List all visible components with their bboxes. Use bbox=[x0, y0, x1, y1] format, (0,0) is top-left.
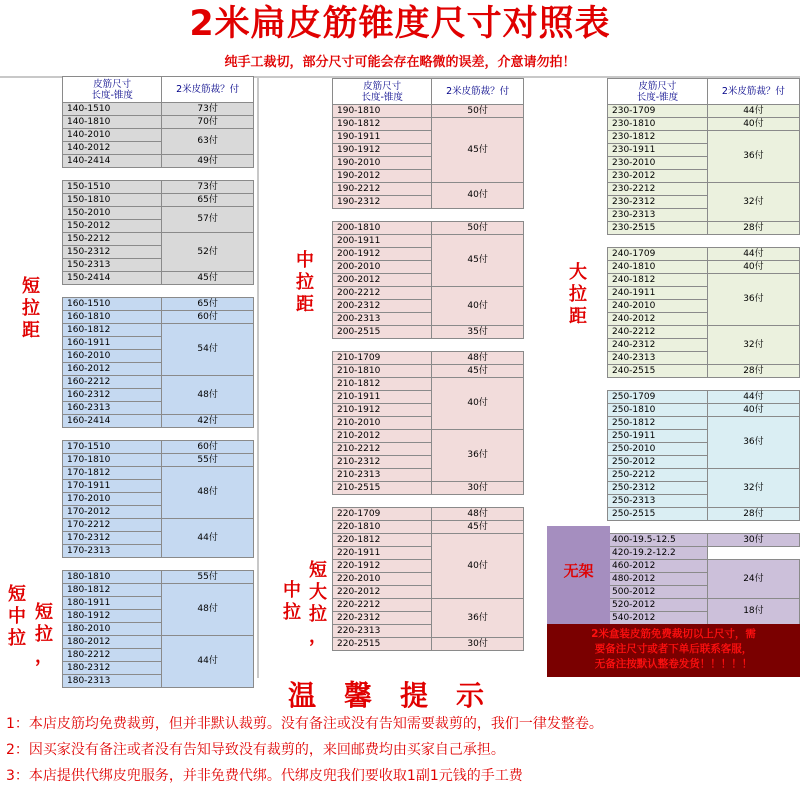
count-cell: 65付 bbox=[162, 298, 254, 311]
size-cell: 160-1911 bbox=[63, 337, 162, 350]
table-row bbox=[63, 233, 254, 246]
size-cell: 170-1510 bbox=[63, 441, 162, 454]
count-cell: 60付 bbox=[162, 441, 254, 454]
table-row bbox=[63, 207, 254, 220]
size-cell: 180-2010 bbox=[63, 623, 162, 636]
table-row bbox=[608, 365, 800, 378]
header-count: 2米皮筋裁？付 bbox=[162, 77, 254, 103]
label-short-mid: 短 中 拉 bbox=[8, 584, 26, 649]
table-row bbox=[333, 430, 524, 443]
gap-cell bbox=[608, 235, 800, 248]
count-cell: 45付 bbox=[432, 365, 524, 378]
size-cell: 210-1810 bbox=[333, 365, 432, 378]
count-cell: 40付 bbox=[707, 404, 799, 417]
size-cell: 210-2312 bbox=[333, 456, 432, 469]
count-cell: 45付 bbox=[432, 118, 524, 183]
count-cell: 30付 bbox=[707, 534, 799, 547]
table-row bbox=[608, 183, 800, 196]
size-cell: 250-2313 bbox=[608, 495, 708, 508]
size-cell: 160-2012 bbox=[63, 363, 162, 376]
count-cell: 35付 bbox=[432, 326, 524, 339]
size-cell: 140-2012 bbox=[63, 142, 162, 155]
page-title: 2米扁皮筋锥度尺寸对照表 bbox=[189, 4, 611, 44]
table-header-row bbox=[608, 79, 800, 105]
table-row bbox=[608, 222, 800, 235]
table-row bbox=[608, 274, 800, 287]
size-cell: 240-1709 bbox=[608, 248, 708, 261]
header-count: 2米皮筋裁？付 bbox=[432, 79, 524, 105]
table-row bbox=[63, 584, 254, 597]
size-cell: 210-2515 bbox=[333, 482, 432, 495]
label-mid-pull: 中 拉 bbox=[283, 580, 301, 623]
tip-line-3: 3：本店提供代绑皮兜服务，并非免费代绑。代绑皮兜我们要收取1副1元钱的手工费 bbox=[6, 768, 523, 784]
header-size bbox=[63, 77, 162, 103]
table-row bbox=[333, 287, 524, 300]
count-cell: 55付 bbox=[162, 454, 254, 467]
size-cell: 180-2212 bbox=[63, 649, 162, 662]
count-cell: 32付 bbox=[707, 183, 799, 222]
size-cell: 170-1812 bbox=[63, 467, 162, 480]
count-cell: 65付 bbox=[162, 194, 254, 207]
table-row bbox=[333, 521, 524, 534]
group-gap bbox=[63, 428, 254, 441]
size-cell: 160-2414 bbox=[63, 415, 162, 428]
header-size-line: 长度-锥度 bbox=[361, 91, 403, 103]
table-row bbox=[63, 181, 254, 194]
group-gap bbox=[333, 339, 524, 352]
count-cell: 42付 bbox=[162, 415, 254, 428]
size-cell: 140-2010 bbox=[63, 129, 162, 142]
table-row bbox=[333, 352, 524, 365]
size-cell: 150-2414 bbox=[63, 272, 162, 285]
table-row bbox=[333, 534, 524, 547]
count-cell: 44付 bbox=[707, 248, 799, 261]
size-cell: 160-2313 bbox=[63, 402, 162, 415]
count-cell: 44付 bbox=[162, 519, 254, 558]
size-cell: 220-1810 bbox=[333, 521, 432, 534]
count-cell: 36付 bbox=[432, 430, 524, 482]
table-row bbox=[333, 365, 524, 378]
table-row bbox=[63, 298, 254, 311]
group-gap bbox=[608, 521, 800, 534]
size-cell: 420-19.2-12.2 bbox=[608, 547, 708, 560]
size-cell: 240-2313 bbox=[608, 352, 708, 365]
header-count: 2米皮筋裁？付 bbox=[707, 79, 799, 105]
label-short-big: 短 大 拉 ， bbox=[309, 560, 327, 647]
table-header-row bbox=[333, 79, 524, 105]
size-cell: 230-2010 bbox=[608, 157, 708, 170]
size-cell: 230-2312 bbox=[608, 196, 708, 209]
size-cell: 170-2212 bbox=[63, 519, 162, 532]
table-row bbox=[608, 417, 800, 430]
size-cell: 230-1810 bbox=[608, 118, 708, 131]
count-cell: 40付 bbox=[432, 534, 524, 599]
size-cell: 220-1912 bbox=[333, 560, 432, 573]
size-cell: 150-2012 bbox=[63, 220, 162, 233]
table-row bbox=[333, 235, 524, 248]
size-cell: 140-1510 bbox=[63, 103, 162, 116]
table-row bbox=[608, 599, 800, 612]
count-cell: 49付 bbox=[162, 155, 254, 168]
count-cell: 63付 bbox=[162, 129, 254, 155]
size-cell: 240-2312 bbox=[608, 339, 708, 352]
table-row bbox=[608, 534, 800, 547]
table-row bbox=[608, 547, 800, 560]
size-cell: 240-2012 bbox=[608, 313, 708, 326]
gap-cell bbox=[608, 521, 800, 534]
table-row bbox=[333, 222, 524, 235]
group-gap bbox=[333, 209, 524, 222]
size-cell: 250-1812 bbox=[608, 417, 708, 430]
table-row bbox=[63, 415, 254, 428]
header-size-line: 皮筋尺寸 bbox=[638, 80, 677, 92]
size-cell: 170-1911 bbox=[63, 480, 162, 493]
header-size-line: 长度-锥度 bbox=[91, 89, 133, 101]
label-noframe: 无架 bbox=[563, 562, 594, 580]
size-cell: 200-2010 bbox=[333, 261, 432, 274]
cut-notice-line: 2米盒装皮筋免费裁切以上尺寸，需 bbox=[591, 628, 756, 640]
table-row bbox=[63, 636, 254, 649]
cut-notice-box bbox=[547, 624, 800, 677]
size-cell: 220-2012 bbox=[333, 586, 432, 599]
count-cell: 48付 bbox=[432, 352, 524, 365]
size-cell: 250-1709 bbox=[608, 391, 708, 404]
size-cell: 180-1812 bbox=[63, 584, 162, 597]
count-cell: 73付 bbox=[162, 103, 254, 116]
table-row bbox=[63, 116, 254, 129]
size-cell: 210-2212 bbox=[333, 443, 432, 456]
header-size bbox=[333, 79, 432, 105]
size-cell: 220-2212 bbox=[333, 599, 432, 612]
size-cell: 250-1911 bbox=[608, 430, 708, 443]
size-table-short bbox=[62, 76, 254, 688]
size-cell: 540-2012 bbox=[608, 612, 708, 625]
count-cell: 70付 bbox=[162, 116, 254, 129]
cut-notice-line: 无备注按默认整卷发货！！！！！ bbox=[594, 658, 753, 670]
size-cell: 140-2414 bbox=[63, 155, 162, 168]
table-row bbox=[608, 469, 800, 482]
count-cell: 40付 bbox=[432, 183, 524, 209]
size-cell: 250-2312 bbox=[608, 482, 708, 495]
size-cell: 150-1510 bbox=[63, 181, 162, 194]
count-cell: 30付 bbox=[432, 482, 524, 495]
count-cell: 32付 bbox=[707, 326, 799, 365]
size-cell: 190-2212 bbox=[333, 183, 432, 196]
size-cell: 210-2010 bbox=[333, 417, 432, 430]
size-cell: 160-1810 bbox=[63, 311, 162, 324]
tips-title: 温馨提示 bbox=[287, 679, 512, 712]
count-cell: 45付 bbox=[162, 272, 254, 285]
gap-cell bbox=[63, 428, 254, 441]
table-row bbox=[63, 155, 254, 168]
size-cell: 230-1709 bbox=[608, 105, 708, 118]
size-cell: 200-2212 bbox=[333, 287, 432, 300]
size-cell: 230-2313 bbox=[608, 209, 708, 222]
table-row bbox=[63, 311, 254, 324]
size-cell: 190-2312 bbox=[333, 196, 432, 209]
table-row bbox=[63, 467, 254, 480]
table-row bbox=[608, 261, 800, 274]
gap-cell bbox=[63, 558, 254, 571]
size-cell: 220-2010 bbox=[333, 573, 432, 586]
table-row bbox=[608, 404, 800, 417]
tip-line-1: 1：本店皮筋均免费裁剪，但并非默认裁剪。没有备注或没有告知需要裁剪的，我们一律发整卷。 bbox=[6, 716, 603, 732]
count-cell: 50付 bbox=[432, 222, 524, 235]
header-size bbox=[608, 79, 708, 105]
size-cell: 190-2012 bbox=[333, 170, 432, 183]
size-cell: 170-2312 bbox=[63, 532, 162, 545]
size-cell: 170-1810 bbox=[63, 454, 162, 467]
table-row bbox=[333, 638, 524, 651]
gap-cell bbox=[63, 285, 254, 298]
gap-cell bbox=[333, 339, 524, 352]
size-cell: 190-2010 bbox=[333, 157, 432, 170]
count-cell: 36付 bbox=[707, 131, 799, 183]
size-cell: 150-2312 bbox=[63, 246, 162, 259]
size-cell: 200-1810 bbox=[333, 222, 432, 235]
size-cell: 200-2312 bbox=[333, 300, 432, 313]
header-size-line: 皮筋尺寸 bbox=[363, 80, 402, 92]
table-row bbox=[63, 103, 254, 116]
size-cell: 250-2010 bbox=[608, 443, 708, 456]
size-cell: 400-19.5-12.5 bbox=[608, 534, 708, 547]
table-row bbox=[63, 571, 254, 584]
count-cell: 30付 bbox=[432, 638, 524, 651]
size-cell: 220-2515 bbox=[333, 638, 432, 651]
count-cell: 52付 bbox=[162, 233, 254, 272]
size-cell: 230-2212 bbox=[608, 183, 708, 196]
table-row bbox=[63, 272, 254, 285]
count-cell: 45付 bbox=[432, 521, 524, 534]
count-cell: 40付 bbox=[432, 378, 524, 430]
size-cell: 220-2312 bbox=[333, 612, 432, 625]
size-cell: 240-2515 bbox=[608, 365, 708, 378]
subtitle-notice: 纯手工裁切，部分尺寸可能会存在略微的误差，介意请勿拍！ bbox=[224, 55, 576, 70]
count-cell: 48付 bbox=[162, 584, 254, 636]
label-mid-distance: 中 拉 距 bbox=[296, 250, 314, 315]
size-cell: 190-1812 bbox=[333, 118, 432, 131]
table-row bbox=[333, 508, 524, 521]
group-gap bbox=[608, 235, 800, 248]
size-cell: 170-2313 bbox=[63, 545, 162, 558]
count-cell: 48付 bbox=[432, 508, 524, 521]
size-cell: 220-1911 bbox=[333, 547, 432, 560]
size-cell: 230-2012 bbox=[608, 170, 708, 183]
size-cell: 250-1810 bbox=[608, 404, 708, 417]
size-cell: 180-2012 bbox=[63, 636, 162, 649]
table-row bbox=[333, 599, 524, 612]
table-row bbox=[608, 105, 800, 118]
size-cell: 160-1510 bbox=[63, 298, 162, 311]
table-row bbox=[608, 326, 800, 339]
size-table-big bbox=[607, 78, 800, 625]
size-cell: 150-1810 bbox=[63, 194, 162, 207]
count-cell: 45付 bbox=[432, 235, 524, 287]
table-row bbox=[333, 326, 524, 339]
count-cell: 36付 bbox=[707, 274, 799, 326]
header-size-line: 皮筋尺寸 bbox=[93, 78, 132, 90]
count-cell: 28付 bbox=[707, 508, 799, 521]
gap-cell bbox=[333, 495, 524, 508]
table-row bbox=[608, 560, 800, 573]
table-row bbox=[63, 519, 254, 532]
table-row bbox=[63, 194, 254, 207]
size-cell: 160-2312 bbox=[63, 389, 162, 402]
size-cell: 240-2212 bbox=[608, 326, 708, 339]
count-cell: 28付 bbox=[707, 365, 799, 378]
label-short-distance: 短 拉 距 bbox=[22, 276, 40, 341]
table-row bbox=[608, 391, 800, 404]
group-gap bbox=[63, 558, 254, 571]
size-cell: 190-1912 bbox=[333, 144, 432, 157]
table-row bbox=[608, 508, 800, 521]
count-cell: 36付 bbox=[432, 599, 524, 638]
size-cell: 180-2313 bbox=[63, 675, 162, 688]
label-short-short: 短 拉 ， bbox=[35, 602, 53, 667]
size-cell: 210-1709 bbox=[333, 352, 432, 365]
size-cell: 150-2212 bbox=[63, 233, 162, 246]
size-cell: 200-1912 bbox=[333, 248, 432, 261]
size-cell: 160-1812 bbox=[63, 324, 162, 337]
size-cell: 180-1912 bbox=[63, 610, 162, 623]
label-big-distance: 大 拉 距 bbox=[569, 262, 587, 327]
table-row bbox=[63, 129, 254, 142]
table-row bbox=[333, 105, 524, 118]
table-row bbox=[333, 118, 524, 131]
size-cell: 200-1911 bbox=[333, 235, 432, 248]
size-cell: 240-1911 bbox=[608, 287, 708, 300]
gap-cell bbox=[608, 378, 800, 391]
size-cell: 150-2010 bbox=[63, 207, 162, 220]
column-divider-left bbox=[257, 78, 259, 678]
size-cell: 240-1810 bbox=[608, 261, 708, 274]
size-cell: 190-1810 bbox=[333, 105, 432, 118]
table-row bbox=[63, 376, 254, 389]
size-cell: 200-2515 bbox=[333, 326, 432, 339]
gap-cell bbox=[63, 168, 254, 181]
table-row bbox=[63, 324, 254, 337]
size-cell: 210-1812 bbox=[333, 378, 432, 391]
count-cell: 18付 bbox=[707, 599, 799, 625]
count-cell: 54付 bbox=[162, 324, 254, 376]
size-cell: 220-1812 bbox=[333, 534, 432, 547]
size-cell: 250-2212 bbox=[608, 469, 708, 482]
size-cell: 200-2313 bbox=[333, 313, 432, 326]
count-cell: 73付 bbox=[162, 181, 254, 194]
size-cell: 230-1812 bbox=[608, 131, 708, 144]
count-cell: 44付 bbox=[707, 391, 799, 404]
count-cell: 40付 bbox=[432, 287, 524, 326]
header-size-line: 长度-锥度 bbox=[636, 91, 679, 103]
size-cell: 220-1709 bbox=[333, 508, 432, 521]
size-cell: 520-2012 bbox=[608, 599, 708, 612]
size-cell: 230-2515 bbox=[608, 222, 708, 235]
size-cell: 140-1810 bbox=[63, 116, 162, 129]
table-row bbox=[608, 118, 800, 131]
group-gap bbox=[608, 378, 800, 391]
tip-line-2: 2：因买家没有备注或者没有告知导致没有裁剪的，来回邮费均由买家自己承担。 bbox=[6, 742, 505, 758]
table-header-row bbox=[63, 77, 254, 103]
count-cell: 28付 bbox=[707, 222, 799, 235]
count-cell: 44付 bbox=[162, 636, 254, 688]
size-cell: 460-2012 bbox=[608, 560, 708, 573]
size-cell: 200-2012 bbox=[333, 274, 432, 287]
gap-cell bbox=[333, 209, 524, 222]
size-cell: 190-1911 bbox=[333, 131, 432, 144]
size-cell: 210-1912 bbox=[333, 404, 432, 417]
table-row bbox=[333, 183, 524, 196]
count-cell: 60付 bbox=[162, 311, 254, 324]
size-cell: 240-2010 bbox=[608, 300, 708, 313]
size-cell: 210-1911 bbox=[333, 391, 432, 404]
table-row bbox=[63, 454, 254, 467]
count-cell: 44付 bbox=[707, 105, 799, 118]
size-cell: 500-2012 bbox=[608, 586, 708, 599]
count-cell: 40付 bbox=[707, 118, 799, 131]
size-cell: 250-2515 bbox=[608, 508, 708, 521]
group-gap bbox=[333, 495, 524, 508]
size-cell: 170-2010 bbox=[63, 493, 162, 506]
size-cell: 230-1911 bbox=[608, 144, 708, 157]
cut-notice-line: 要备注尺寸或者下单后联系客服， bbox=[594, 643, 753, 655]
size-table-mid bbox=[332, 78, 524, 651]
count-cell: 50付 bbox=[432, 105, 524, 118]
count-cell: 40付 bbox=[707, 261, 799, 274]
table-row bbox=[63, 441, 254, 454]
size-cell: 150-2313 bbox=[63, 259, 162, 272]
size-cell: 220-2313 bbox=[333, 625, 432, 638]
size-cell: 180-1911 bbox=[63, 597, 162, 610]
group-gap bbox=[63, 168, 254, 181]
count-cell: 48付 bbox=[162, 467, 254, 519]
count-cell: 24付 bbox=[707, 560, 799, 599]
size-cell: 160-2212 bbox=[63, 376, 162, 389]
size-cell: 160-2010 bbox=[63, 350, 162, 363]
count-cell: 36付 bbox=[707, 417, 799, 469]
count-cell: 57付 bbox=[162, 207, 254, 233]
table-row bbox=[333, 482, 524, 495]
size-cell: 180-2312 bbox=[63, 662, 162, 675]
size-cell: 480-2012 bbox=[608, 573, 708, 586]
table-row bbox=[333, 378, 524, 391]
size-cell: 250-2012 bbox=[608, 456, 708, 469]
size-cell: 210-2313 bbox=[333, 469, 432, 482]
count-cell: 55付 bbox=[162, 571, 254, 584]
table-row bbox=[608, 248, 800, 261]
count-cell: 32付 bbox=[707, 469, 799, 508]
size-cell: 170-2012 bbox=[63, 506, 162, 519]
count-cell: 48付 bbox=[162, 376, 254, 415]
size-cell: 240-1812 bbox=[608, 274, 708, 287]
table-row bbox=[608, 131, 800, 144]
size-cell: 210-2012 bbox=[333, 430, 432, 443]
group-gap bbox=[63, 285, 254, 298]
size-cell: 180-1810 bbox=[63, 571, 162, 584]
